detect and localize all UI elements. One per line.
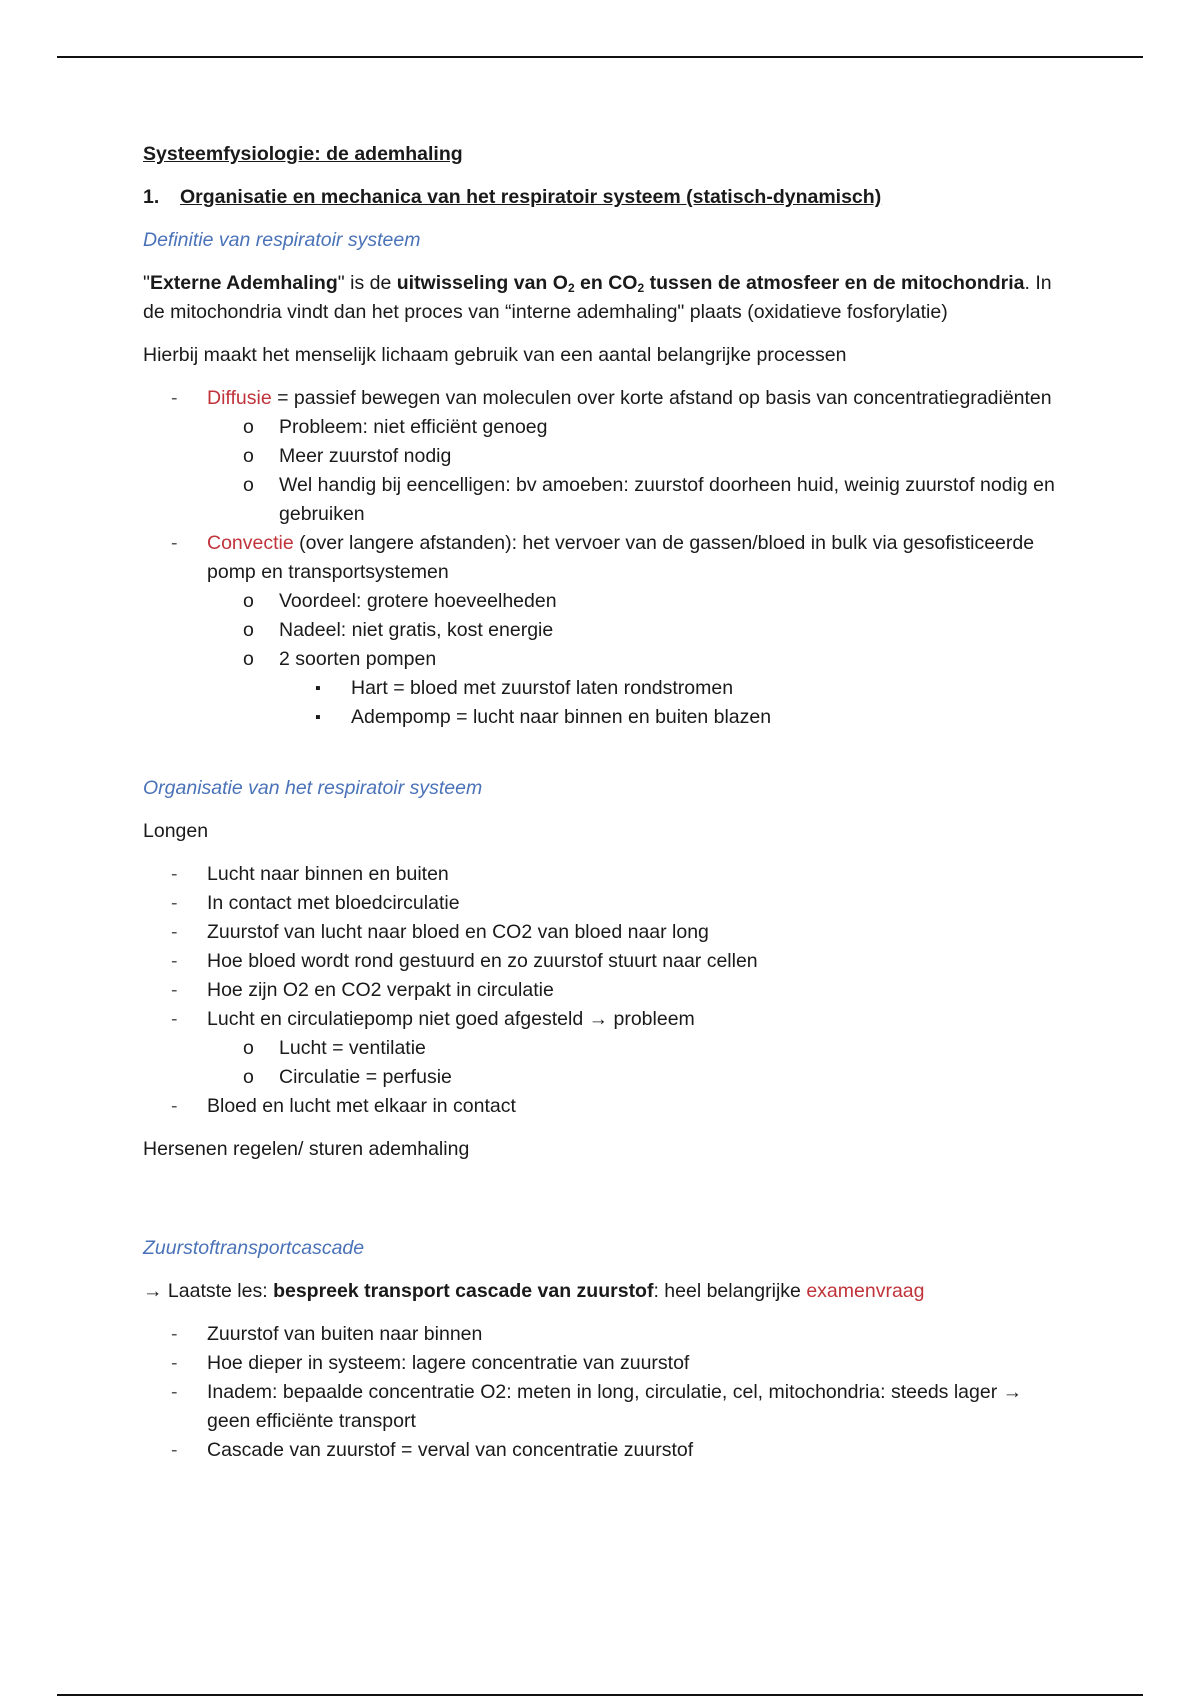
list-item: - Lucht en circulatiepomp niet goed afgesteld → probleem o Lucht = ventilatie o Circulatie = perfusie xyxy=(143,1005,1063,1092)
document-title: Systeemfysiologie: de ademhaling xyxy=(143,143,463,165)
list-item: - Inadem: bepaalde concentratie O2: meten in long, circulatie, cel, mitochondria: steeds lager → geen efficiënte transport xyxy=(143,1378,1063,1436)
section-title: Organisatie en mechanica van het respiratoir systeem (statisch-dynamisch) xyxy=(180,186,882,208)
list-item: ▪ Adempomp = lucht naar binnen en buiten blazen xyxy=(279,703,1063,732)
list-item: - Zuurstof van buiten naar binnen xyxy=(143,1320,1063,1349)
longen-list xyxy=(143,860,1063,1121)
section-heading xyxy=(143,183,1063,212)
process-list xyxy=(143,384,1063,732)
list-item: o Probleem: niet efficiënt genoeg xyxy=(207,413,1063,442)
list-item: o Lucht = ventilatie xyxy=(207,1034,1063,1063)
list-item: o Voordeel: grotere hoeveelheden xyxy=(207,587,1063,616)
list-item: - Zuurstof van lucht naar bloed en CO2 van bloed naar long xyxy=(143,918,1063,947)
document-body xyxy=(143,140,1063,1479)
header-rule xyxy=(57,56,1143,58)
subheading-definitie: Definitie van respiratoir systeem xyxy=(143,229,421,251)
list-item: - Hoe dieper in systeem: lagere concentratie van zuurstof xyxy=(143,1349,1063,1378)
list-item: o Wel handig bij eencelligen: bv amoeben: zuurstof doorheen huid, weinig zuurstof nodig en gebruiken xyxy=(207,471,1063,529)
list-item-diffusie: - Diffusie = passief bewegen van moleculen over korte afstand op basis van concentratiegradiënten o Probleem: niet efficiënt genoeg o Meer zuurstof nodig o Wel handig bij eencelligen: bv amoeben: zuurstof doorheen huid, weinig zuurstof nodig en gebruiken xyxy=(143,384,1063,529)
list-item: o Circulatie = perfusie xyxy=(207,1063,1063,1092)
subheading-organisatie: Organisatie van het respiratoir systeem xyxy=(143,777,483,799)
list-item: - Lucht naar binnen en buiten xyxy=(143,860,1063,889)
list-item: - Cascade van zuurstof = verval van concentratie zuurstof xyxy=(143,1436,1063,1465)
list-item: ▪ Hart = bloed met zuurstof laten rondstromen xyxy=(279,674,1063,703)
paragraph-externe-ademhaling: "Externe Ademhaling" is de uitwisseling van $O_2$ en $CO_2$ tussen de atmosfeer en de mitochondria. In de mitochondria vindt dan het proces van “interne ademhaling" plaats (oxidatieve fosforylatie) xyxy=(143,272,1052,323)
cascade-list xyxy=(143,1320,1063,1465)
paragraph-processen: Hierbij maakt het menselijk lichaam gebruik van een aantal belangrijke processen xyxy=(143,344,847,366)
list-item: o Meer zuurstof nodig xyxy=(207,442,1063,471)
list-item: - Hoe zijn O2 en CO2 verpakt in circulatie xyxy=(143,976,1063,1005)
paragraph-cascade-intro: → Laatste les: bespreek transport cascade van zuurstof: heel belangrijke examenvraag xyxy=(143,1280,925,1302)
list-item-convectie: - Convectie (over langere afstanden): het vervoer van de gassen/bloed in bulk via gesofisticeerde pomp en transportsystemen o Voordeel: grotere hoeveelheden o Nadeel: niet gratis, kost energie o 2 soorten pompen ▪ Hart = bloed met zuurstof laten rondstromen ▪ Adempomp = lucht naar binnen en buiten blazen xyxy=(143,529,1063,732)
list-item: o Nadeel: niet gratis, kost energie xyxy=(207,616,1063,645)
subheading-cascade: Zuurstoftransportcascade xyxy=(143,1237,365,1259)
list-item: - Bloed en lucht met elkaar in contact xyxy=(143,1092,1063,1121)
section-number: 1. xyxy=(143,186,160,208)
list-item: o 2 soorten pompen ▪ Hart = bloed met zuurstof laten rondstromen ▪ Adempomp = lucht naar binnen en buiten blazen xyxy=(207,645,1063,732)
paragraph-longen: Longen xyxy=(143,820,209,842)
list-item: - In contact met bloedcirculatie xyxy=(143,889,1063,918)
list-item: - Hoe bloed wordt rond gestuurd en zo zuurstof stuurt naar cellen xyxy=(143,947,1063,976)
footer-rule xyxy=(57,1694,1143,1696)
paragraph-hersenen: Hersenen regelen/ sturen ademhaling xyxy=(143,1138,470,1160)
